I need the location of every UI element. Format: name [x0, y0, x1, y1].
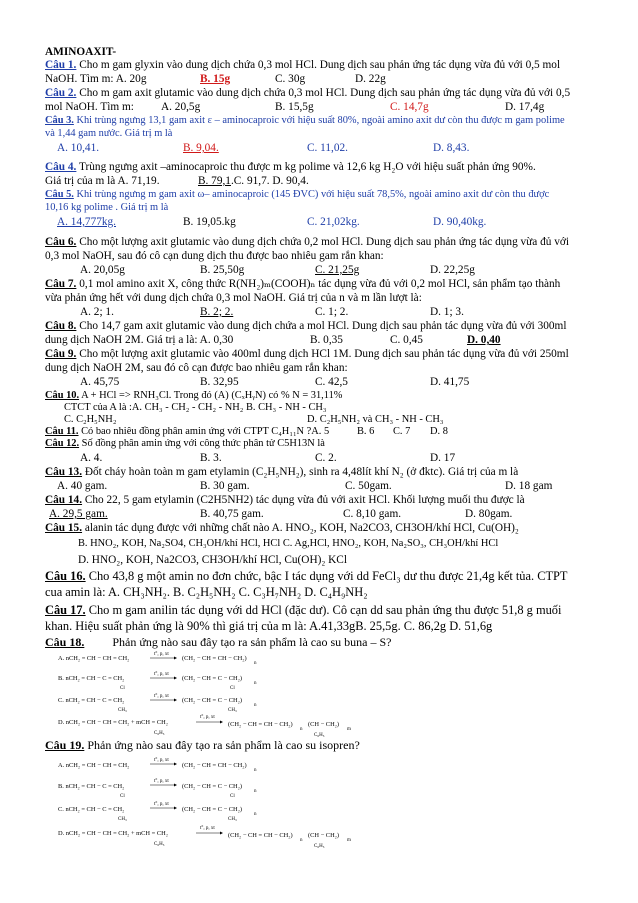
q9-option-d: D. 41,75 — [430, 376, 470, 388]
q12-label: Câu 12. — [45, 438, 80, 449]
rx2-d-c6h5-reactant: C₆H₅ — [154, 842, 165, 847]
q2-option-d: D. 17,4g — [505, 101, 545, 113]
rx-d-reactant: D. nCH₂ = CH − CH = CH₂ + mCH = CH₂ — [58, 719, 168, 726]
rx2-c-n: n — [254, 812, 257, 817]
rx-c-ch3-reactant: CH₃ — [118, 708, 127, 713]
q4-option-b: B. 79,1 — [198, 175, 231, 187]
q12-option-d: D. 17 — [430, 452, 456, 464]
q6-option-c: C. 21,25g — [315, 264, 360, 276]
q5-label: Câu 5. — [45, 189, 74, 200]
q6-option-a: A. 20,05g — [80, 264, 125, 276]
q7-label: Câu 7. — [45, 278, 77, 290]
q15-text: alanin tác dụng được với những chất nào A. HNO₂, KOH, Na2CO3, CH3OH/khí HCl, Cu(OH)₂ — [82, 522, 519, 534]
rx2-d-arrowhead — [220, 832, 223, 835]
q8-text: Cho 14,7 gam axit glutamic vào dung dịch chứa a mol HCl. Dung dịch sau phản tác dụng vừa đủ với 300ml — [76, 320, 567, 332]
rx2-b-condition: t°, p, xt — [154, 779, 169, 784]
q5-text: Khi trùng ngưng m gam axit ω– aminocaproic (145 ĐVC) với hiệu suất 78,5%, ngoài amino axit dư còn thu được — [73, 189, 550, 200]
rx2-c-condition: t°, p, xt — [154, 802, 169, 807]
q3-option-b-letter — [183, 141, 219, 155]
rx2-d-reactant: D. nCH₂ = CH − CH = CH₂ + mCH = CH₂ — [58, 830, 168, 837]
rx2-a-reactant: A. nCH₂ = CH − CH = CH₂ — [58, 762, 130, 769]
q6-label: Câu 6. — [45, 236, 77, 248]
rx-d-c6h5-reactant: C₆H₅ — [154, 731, 165, 736]
q1-label: Câu 1. — [45, 59, 77, 71]
q4-option-cd: .C. 91,7. D. 90,4. — [230, 175, 309, 187]
doc-title: AMINOAXIT- — [45, 46, 117, 58]
question-3 — [45, 114, 625, 128]
question-4-options — [45, 174, 625, 188]
question-8 — [45, 319, 625, 333]
q11-option-d: D. 8 — [430, 426, 448, 437]
q6-option-d: D. 22,25g — [430, 264, 475, 276]
rx-b-cl-product: Cl — [230, 686, 235, 691]
q19-label: Câu 19. — [45, 738, 85, 752]
q7-option-a: A. 2; 1. — [80, 306, 114, 318]
rx2-c-ch3-product: CH₃ — [228, 817, 237, 822]
question-2 — [45, 86, 625, 100]
rx2-c-arrowhead — [174, 807, 177, 810]
question-1-options — [45, 72, 625, 86]
question-2-options — [45, 100, 625, 114]
question-17-options: khan. Hiệu suất phản ứng là 90% thì giá trị của m là: A.41,33gB. 25,5g. C. 86,2g D. 51,6g — [45, 619, 493, 633]
rx2-d-condition: t°, p, xt — [200, 826, 215, 831]
rx-d-arrowhead — [220, 721, 223, 724]
q7-option-d: D. 1; 3. — [430, 306, 464, 318]
q9-text: Cho một lượng axit glutamic vào 400ml dung dịch HCl 1M. Dung dịch sau phản tác dụng vừa đủ với 250ml — [76, 348, 569, 360]
rx-a-reactant: A. nCH₂ = CH − CH = CH₂ — [58, 655, 130, 662]
rx2-c-reactant: C. nCH₂ = CH − C = CH₂ — [58, 806, 125, 813]
q2-option-b: B. 15,5g — [275, 101, 314, 113]
question-6 — [45, 235, 625, 249]
rx-c-product: (CH₂ − CH = C − CH₂) — [182, 697, 243, 704]
q15-label: Câu 15. — [45, 522, 83, 534]
q1-option-a: NaOH. Tìm m: A. 20g — [45, 73, 147, 85]
q1-option-c: C. 30g — [275, 73, 306, 85]
q12-option-a: A. 4. — [80, 452, 103, 464]
rx-b-n: n — [254, 681, 257, 686]
q3-option-a: A. 10,41. — [57, 142, 100, 154]
q17-label: Câu 17. — [45, 603, 86, 617]
question-3-stem: và 1,44 gam nước. Giá trị m là — [45, 128, 173, 139]
q2-option-a: A. 20,5g — [161, 101, 201, 113]
rx2-b-product: (CH₂ − CH = C − CH₂) — [182, 783, 243, 790]
question-1 — [45, 58, 625, 72]
q9-option-b: B. 32,95 — [200, 376, 239, 388]
q11-option-b: B. 6 — [357, 426, 375, 437]
q3-option-c: C. 11,02. — [307, 142, 349, 154]
q9-label: Câu 9. — [45, 348, 77, 360]
rx-d-condition: t°, p, xt — [200, 715, 215, 720]
q2-option-c: C. 14,7g — [390, 101, 429, 113]
question-18 — [45, 635, 625, 649]
q7-text: 0,1 mol amino axit X, công thức R(NH₂)ₘ(COOH)ₙ tác dụng vừa đủ với 0,2 mol HCl, sản phẩm tạo thành — [76, 278, 561, 290]
q14-option-d: D. 80gam. — [465, 508, 513, 520]
q10-option-c: C. C₂H₅NH₂ — [64, 414, 117, 425]
q13-option-c: C. 50gam. — [345, 480, 392, 492]
q6-option-b: B. 25,50g — [200, 264, 245, 276]
q2-prompt: mol NaOH. Tìm m: — [45, 101, 134, 113]
rx-c-arrowhead — [174, 699, 177, 702]
question-7-stem: vừa phản ứng hết với dung dịch chứa 0,3 mol NaOH. Giá trị của n và m lần lượt là: — [45, 292, 422, 304]
q11-text: Có bao nhiêu đồng phân amin ứng với CTPT C₄H₁₁N ?A. 5 — [78, 426, 330, 437]
question-5 — [45, 188, 625, 202]
question-16 — [45, 569, 625, 584]
rx2-a-product: (CH₂ − CH = CH − CH₂) — [182, 762, 247, 769]
q3-text: Khi trùng ngưng 13,1 gam axit ε – aminocaproic với hiệu suất 80%, ngoài amino axit dư còn thu được m gam polime — [73, 115, 565, 126]
q4-label: Câu 4. — [45, 161, 77, 173]
rx2-b-cl-reactant: Cl — [120, 794, 125, 799]
question-8-options — [45, 333, 625, 347]
rx-b-reactant: B. nCH₂ = CH − C = CH₂ — [58, 675, 125, 682]
question-17 — [45, 603, 625, 618]
rx-a-product: (CH₂ − CH = CH − CH₂) — [182, 655, 247, 662]
q5-option-a: A. 14,777kg. — [57, 216, 116, 228]
q14-option-c: C. 8,10 gam. — [343, 508, 402, 520]
q19-text: Phản ứng nào sau đây tạo ra sản phẩm là cao su isopren? — [84, 738, 360, 752]
q13-option-d: D. 18 gam — [505, 480, 553, 492]
rx-b-product: (CH₂ − CH = C − CH₂) — [182, 675, 243, 682]
rx2-d-m: m — [347, 838, 351, 843]
q5-option-c: C. 21,02kg. — [307, 216, 360, 228]
q14-label: Câu 14. — [45, 494, 83, 506]
q1-text: Cho m gam glyxin vào dung dịch chứa 0,3 mol HCl. Dung dịch sau phản ứng tác dụng vừa đủ với 0,5 mol — [76, 59, 561, 71]
rx2-c-ch3-reactant: CH₃ — [118, 817, 127, 822]
question-12 — [45, 437, 625, 451]
rx-a-n: n — [254, 661, 257, 666]
q3-option-b: B. 9,04. — [183, 142, 219, 154]
rx-b-condition: t°, p, xt — [154, 672, 169, 677]
q18-reaction-options — [58, 650, 358, 742]
question-9-stem: dung dịch NaOH 2M, sau đó cô cạn được bao nhiêu gam rắn khan: — [45, 362, 348, 374]
q13-option-b: B. 30 gam. — [200, 480, 250, 492]
q17-text: Cho m gam anilin tác dụng với dd HCl (đặc dư). Cô cạn dd sau phản ứng thu được 51,8 g muối — [85, 603, 562, 617]
rx-c-condition: t°, p, xt — [154, 694, 169, 699]
question-5-stem: 10,16 kg polime . Giá trị m là — [45, 202, 169, 213]
q16-label: Câu 16. — [45, 569, 86, 583]
q9-option-a: A. 45,75 — [80, 376, 120, 388]
q12-text: Số đồng phân amin ứng với công thức phân tử C5H13N là — [79, 438, 325, 449]
q12-option-c: C. 2. — [315, 452, 337, 464]
q18-text: Phản ứng nào sau đây tạo ra sản phẩm là cao su buna – S? — [112, 635, 392, 649]
q10-label: Câu 10. — [45, 390, 80, 401]
q14-option-a: A. 29,5 gam. — [49, 508, 108, 520]
rx2-b-arrowhead — [174, 784, 177, 787]
rx-c-ch3-product: CH₃ — [228, 708, 237, 713]
rx-b-arrowhead — [174, 677, 177, 680]
q18-label: Câu 18. — [45, 635, 85, 649]
rx-a-arrowhead — [174, 657, 177, 660]
question-13 — [45, 465, 625, 479]
q6-text: Cho một lượng axit glutamic vào dung dịch chứa 0,2 mol HCl. Dung dịch sau phản ứng tác dụng vừa đủ với — [76, 236, 570, 248]
rx2-b-n: n — [254, 789, 257, 794]
question-15 — [45, 521, 625, 535]
rx2-d-product-1: (CH₂ − CH = CH − CH₂) — [228, 832, 293, 839]
q8-option-b: B. 0,35 — [310, 334, 343, 346]
q5-option-d: D. 90,40kg. — [433, 216, 487, 228]
question-10-options-ab: CTCT của A là :A. CH₃ - CH₂ - CH₂ - NH₂ B. CH₃ - NH - CH₃ — [64, 402, 327, 413]
q1-option-d: D. 22g — [355, 73, 386, 85]
rx-c-n: n — [254, 703, 257, 708]
q4-option-b-wrap — [198, 174, 309, 188]
rx-d-n: n — [300, 727, 303, 732]
q13-text: Đốt cháy hoàn toàn m gam etylamin (C₂H₅NH₂), sinh ra 4,48lít khí N₂ (ở đktc). Giá trị của m là — [82, 466, 519, 478]
rx2-d-c6h5-product: C₆H₅ — [314, 844, 325, 849]
rx2-b-cl-product: Cl — [230, 794, 235, 799]
rx-d-c6h5-product: C₆H₅ — [314, 733, 325, 738]
q8-option-a: dung dịch NaOH 2M. Giá trị a là: A. 0,30 — [45, 334, 234, 346]
question-19 — [45, 738, 625, 752]
q9-option-c: C. 42,5 — [315, 376, 348, 388]
q8-label: Câu 8. — [45, 320, 77, 332]
rx2-a-n: n — [254, 768, 257, 773]
rx2-d-product-2: (CH − CH₂) — [308, 832, 340, 839]
question-7 — [45, 277, 625, 291]
q14-option-b: B. 40,75 gam. — [200, 508, 264, 520]
rx2-b-reactant: B. nCH₂ = CH − C = CH₂ — [58, 783, 125, 790]
question-16-options: cua amin là: A. CH₃NH₂. B. C₂H₅NH₂ C. C₃H₇NH₂ D. C₄H₉NH₂ — [45, 585, 368, 599]
rx2-d-n: n — [300, 838, 303, 843]
q11-label: Câu 11. — [45, 426, 79, 437]
rx2-a-condition: t°, p, xt — [154, 758, 169, 763]
q14-text: Cho 22, 5 gam etylamin (C2H5NH2) tác dụng vừa đủ với axit HCl. Khối lượng muối thu được là — [82, 494, 525, 506]
question-9 — [45, 347, 625, 361]
q13-option-a: A. 40 gam. — [57, 480, 108, 492]
q8-option-d: D. 0,40 — [467, 334, 501, 346]
q19-reaction-options — [58, 755, 378, 855]
question-15-options-bc: B. HNO₂, KOH, Na₂SO4, CH₃OH/khí HCl, HCl C. Ag,HCl, HNO₂, KOH, Na₂SO₃, CH₃OH/khí HCl — [78, 538, 499, 549]
q13-label: Câu 13. — [45, 466, 83, 478]
rx-b-cl-reactant: Cl — [120, 686, 125, 691]
q11-option-c: C. 7 — [393, 426, 411, 437]
q5-option-b: B. 19,05.kg — [183, 216, 236, 228]
q2-label: Câu 2. — [45, 87, 77, 99]
rx-d-product-2: (CH − CH₂) — [308, 721, 340, 728]
rx-d-product-1: (CH₂ − CH = CH − CH₂) — [228, 721, 293, 728]
q4-option-a: Giá trị của m là A. 71,19. — [45, 175, 160, 187]
q3-label: Câu 3. — [45, 115, 74, 126]
q3-option-d: D. 8,43. — [433, 142, 470, 154]
rx-c-reactant: C. nCH₂ = CH − C = CH₂ — [58, 697, 125, 704]
question-4 — [45, 160, 625, 174]
rx-a-condition: t°, p, xt — [154, 652, 169, 657]
question-15-option-d: D. HNO₂, KOH, Na2CO3, CH3OH/khí HCl, Cu(OH)₂ KCl — [78, 554, 347, 566]
rx2-c-product: (CH₂ − CH = C − CH₂) — [182, 806, 243, 813]
q1-option-b: B. 15g — [200, 73, 231, 85]
question-6-stem: 0,3 mol NaOH, sau đó cô cạn dung dịch thu được bao nhiêu gam rắn khan: — [45, 250, 384, 262]
q12-option-b: B. 3. — [200, 452, 222, 464]
q10-text: A + HCl => RNH₃Cl. Trong đó (A) (CₓHᵧN) có % N = 31,11% — [79, 390, 343, 401]
q7-option-b: B. 2; 2. — [200, 306, 234, 318]
q4-text: Trùng ngưng axit –aminocaproic thu được m kg polime và 12,6 kg H₂O với hiệu suất phản ứng 90%. — [76, 161, 536, 173]
q7-option-c: C. 1; 2. — [315, 306, 349, 318]
rx2-a-arrowhead — [174, 763, 177, 766]
q10-option-d: D. C₂H₅NH₂ và CH₃ - NH - CH₃ — [307, 414, 444, 425]
q16-text: Cho 43,8 g một amin no đơn chức, bậc I tác dụng với dd FeCl₃ dư thu được 21,4g kết tủa. CTPT — [85, 569, 568, 583]
rx-d-m: m — [347, 727, 351, 732]
question-14 — [45, 493, 625, 507]
q8-option-c: C. 0,45 — [390, 334, 423, 346]
q2-text: Cho m gam axit glutamic vào dung dịch chứa 0,3 mol HCl. Dung dịch sau phản ứng tác dụng vừa đủ với 0,5 — [76, 87, 571, 99]
